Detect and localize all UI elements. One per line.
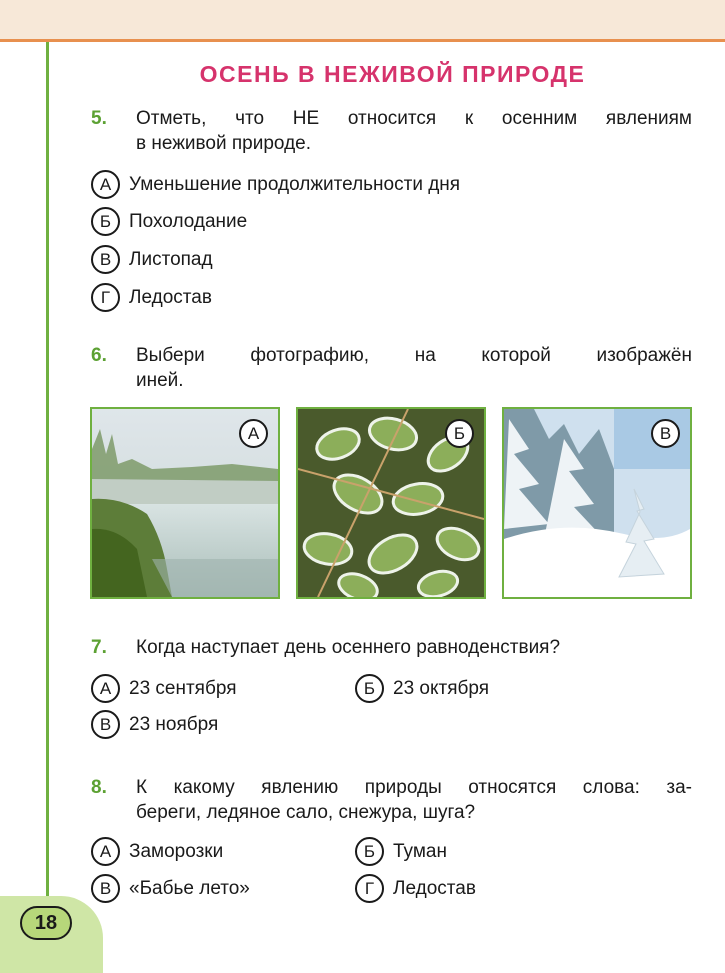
photo-b-frosted-leaves[interactable] — [296, 407, 486, 599]
option-text: «Бабье лето» — [129, 877, 250, 899]
question-5-number: 5. — [91, 108, 107, 129]
question-8-text-line1: К какому явлению природы относятся слова: за- — [136, 777, 692, 798]
option-letter[interactable]: А — [91, 170, 120, 199]
option-letter[interactable]: А — [91, 674, 120, 703]
question-5-text-line2: в неживой природе. — [136, 133, 311, 154]
option-text: Ледостав — [129, 286, 212, 308]
question-5-option-a[interactable] — [91, 170, 460, 199]
option-letter[interactable]: В — [91, 874, 120, 903]
question-8-number: 8. — [91, 777, 107, 798]
question-8-option-d[interactable] — [355, 874, 476, 903]
question-7-option-a[interactable] — [91, 674, 237, 703]
question-6-text-line1: Выбери фотографию, на которой изображён — [136, 345, 692, 366]
question-5-option-b[interactable] — [91, 207, 247, 236]
option-letter[interactable]: Б — [91, 207, 120, 236]
option-letter[interactable]: Б — [355, 674, 384, 703]
question-8-option-b[interactable] — [355, 837, 447, 866]
question-7-text: Когда наступает день осеннего равноденствия? — [136, 637, 561, 658]
question-7-option-b[interactable] — [355, 674, 489, 703]
question-8-option-c[interactable] — [91, 874, 250, 903]
option-text: Листопад — [129, 248, 213, 270]
margin-line — [46, 42, 49, 973]
option-letter[interactable]: В — [91, 710, 120, 739]
option-text: 23 сентября — [129, 677, 237, 699]
option-text: Уменьшение продолжительности дня — [129, 173, 461, 195]
page-header-bar — [0, 0, 725, 42]
question-7-option-c[interactable] — [91, 710, 218, 739]
option-text: Ледостав — [393, 877, 476, 899]
photo-letter[interactable]: В — [651, 419, 680, 448]
question-5-text-line1: Отметь, что НЕ относится к осенним явлениям — [136, 108, 692, 129]
option-letter[interactable]: В — [91, 245, 120, 274]
option-letter[interactable]: Б — [355, 837, 384, 866]
question-5-option-d[interactable] — [91, 283, 212, 312]
photo-letter[interactable]: Б — [445, 419, 474, 448]
page-title: ОСЕНЬ В НЕЖИВОЙ ПРИРОДЕ — [199, 61, 586, 87]
option-text: Туман — [393, 840, 447, 862]
option-text: Похолодание — [129, 210, 248, 232]
option-text: 23 октября — [393, 677, 490, 699]
option-text: 23 ноября — [129, 713, 219, 735]
question-6-text-line2: иней. — [136, 370, 184, 391]
question-7-number: 7. — [91, 637, 107, 658]
photo-letter[interactable]: А — [239, 419, 268, 448]
photo-c-snowy-forest[interactable] — [502, 407, 692, 599]
question-8-text-line2: береги, ледяное сало, снежура, шуга? — [136, 802, 476, 823]
photo-a-foggy-lake[interactable] — [90, 407, 280, 599]
option-text: Заморозки — [129, 840, 224, 862]
option-letter[interactable]: А — [91, 837, 120, 866]
page-number: 18 — [20, 906, 72, 940]
question-6-number: 6. — [91, 345, 107, 366]
question-8-option-a[interactable] — [91, 837, 223, 866]
option-letter[interactable]: Г — [355, 874, 384, 903]
option-letter[interactable]: Г — [91, 283, 120, 312]
question-5-option-c[interactable] — [91, 245, 213, 274]
